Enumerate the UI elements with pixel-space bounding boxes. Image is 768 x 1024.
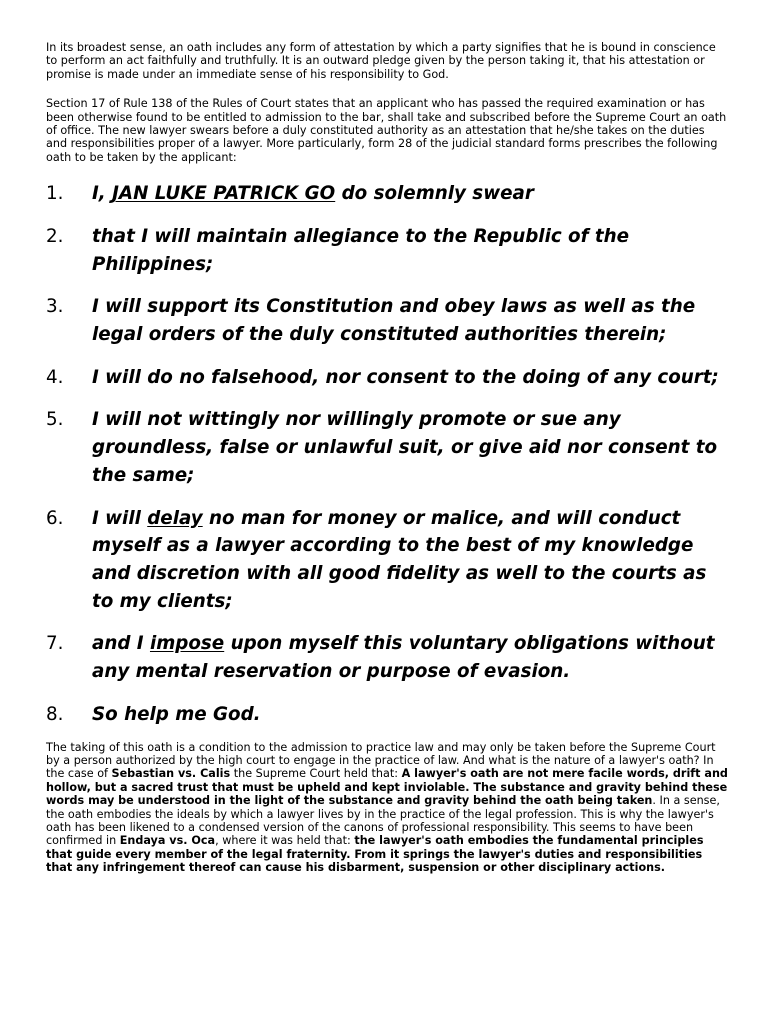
case-sebastian-vs-calis: Sebastian vs. Calis [111,767,231,781]
quote-endaya: the lawyer's oath embodies the fundamental principles that guide every member of the legal fraternity. From it springs the lawyer's duties and responsibilities that any infringement thereof can cause his disbarment, suspension or other disciplinary actions. [46,834,704,875]
oath-item-2: 2. that I will maintain allegiance to the Republic of the Philippines; [46,225,630,275]
applicant-name: JAN LUKE PATRICK GO [112,183,336,205]
underlined-word-impose: impose [149,633,225,655]
oath-item-5: 5. I will not wittingly nor willingly promote or sue any groundless, false or unlawful suit, or give aid nor consent to the same; [46,409,718,486]
oath-list [46,180,728,728]
quote-sebastian: A lawyer's oath are not mere facile words, drift and hollow, but a sacred trust that must be upheld and kept inviolable. The substance and gravity behind these words may be understood in the light of the substance and gravity behind the oath being taken [46,767,728,808]
oath-item-1: 1. I, JAN LUKE PATRICK GO do solemnly swear [46,183,534,205]
oath-item-8: 8. So help me God. [46,703,261,725]
oath-item-3: 3. I will support its Constitution and obey laws as well as the legal orders of the duly constituted authorities therein; [46,296,696,346]
intro-paragraph-2: Section 17 of Rule 138 of the Rules of Court states that an applicant who has passed the required examination or has been otherwise found to be entitled to admission to the bar, shall take and subscribed before the Supreme Court an oath of office. The new lawyer swears before a duly constituted authority as an attestation that he/she takes on the duties and responsibilities proper of a lawyer. More particularly, form 28 of the judicial standard forms prescribes the following oath to be taken by the applicant: [46,97,727,164]
oath-item-6: 6. I will delay no man for money or malice, and will conduct myself as a lawyer according to the best of my knowledge and discretion with all good fidelity as well to the courts as to my clients; [46,507,707,612]
case-endaya-vs-oca: Endaya vs. Oca [119,834,216,848]
underlined-word-delay: delay [147,507,203,529]
oath-item-4: 4. I will do no falsehood, nor consent to the doing of any court; [46,366,719,388]
oath-item-7: 7. and I impose upon myself this voluntary obligations without any mental reservation or purpose of evasion. [46,633,715,683]
closing-paragraph: The taking of this oath is a condition to the admission to practice law and may only be taken before the Supreme Court by a person authorized by the high court to engage in the practice of law. And what is the nature of a lawyer's oath? In the case of Sebastian vs. Calis the Supreme Court held that: A lawyer's oath are not mere facile words, drift and hollow, but a sacred trust that must be upheld and kept inviolable. The substance and gravity behind these words may be understood in the light of the substance and gravity behind the oath being taken. In a sense, the oath embodies the ideals by which a lawyer lives by in the practice of the legal profession. This is why the lawyer's oath has been likened to a condensed version of the canons of professional responsibility. This seems to have been confirmed in Endaya vs. Oca, where it was held that: the lawyer's oath embodies the fundamental principles that guide every member of the legal fraternity. From it springs the lawyer's duties and responsibilities that any infringement thereof can cause his disbarment, suspension or other disciplinary actions. [46,740,728,875]
intro-paragraph-1: In its broadest sense, an oath includes any form of attestation by which a party signifies that he is bound in conscience to perform an act faithfully and truthfully. It is an outward pledge given by the person taking it, that his attestation or promise is made under an immediate sense of his responsibility to God. [46,41,716,81]
